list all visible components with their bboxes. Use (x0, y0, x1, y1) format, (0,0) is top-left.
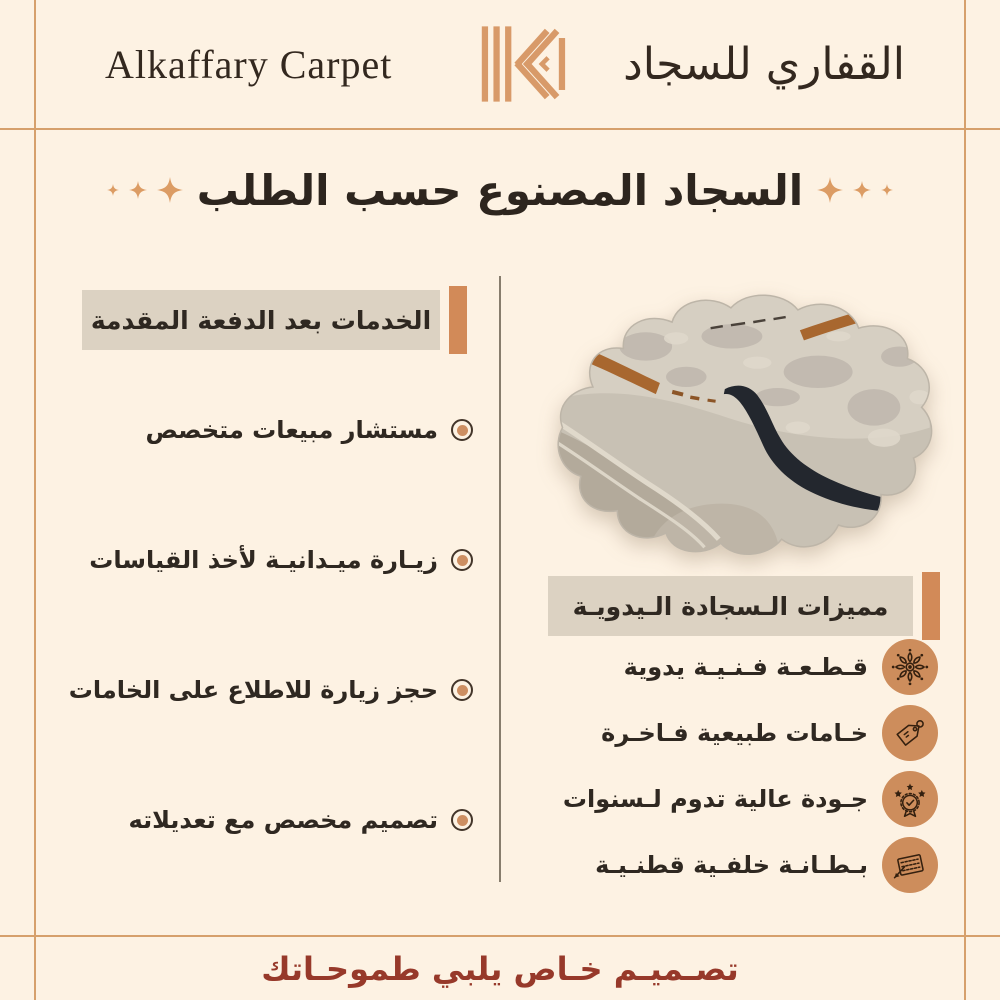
service-label: زيـارة ميـدانيـة لأخذ القياسات (89, 546, 438, 574)
brand-logo-striped-k-icon (477, 21, 569, 107)
four-point-sparkle-icon (129, 181, 147, 199)
list-item (538, 766, 938, 832)
frame-line-bottom (0, 935, 1000, 937)
service-label: تصميم مخصص مع تعديلاته (128, 806, 438, 834)
four-point-sparkle-icon (817, 177, 843, 203)
feature-label: قـطـعـة فـنـيـة يدوية (623, 653, 868, 681)
list-item (538, 832, 938, 898)
list-item (538, 700, 938, 766)
accent-bar (922, 572, 940, 640)
sparkle-decor-right (817, 177, 893, 203)
brand-name-arabic: القفاري للسجاد (623, 38, 905, 90)
stitched-backing-icon (882, 837, 938, 893)
ring-dot-bullet-icon (451, 679, 473, 701)
services-section-heading (82, 286, 467, 354)
features-section-heading (548, 572, 940, 640)
features-list (538, 634, 938, 898)
ring-dot-bullet-icon (451, 419, 473, 441)
page-title: السجاد المصنوع حسب الطلب (196, 165, 804, 215)
ring-dot-bullet-icon (451, 549, 473, 571)
list-item (55, 755, 473, 885)
services-list (55, 365, 473, 885)
feature-label: خـامات طبيعية فـاخـرة (601, 719, 868, 747)
footer (0, 938, 1000, 1000)
mandala-ornament-icon (882, 639, 938, 695)
frame-line-top (0, 128, 1000, 130)
price-tag-icon (882, 705, 938, 761)
column-divider (499, 276, 501, 882)
handmade-rug-photo (524, 274, 950, 566)
feature-label: جـودة عالية تدوم لـسنوات (562, 785, 868, 813)
main-title-row (0, 150, 1000, 230)
list-item (55, 625, 473, 755)
services-heading-label: الخدمات بعد الدفعة المقدمة (82, 290, 440, 350)
four-point-sparkle-icon (107, 184, 119, 196)
list-item (55, 365, 473, 495)
service-label: مستشار مبيعات متخصص (145, 416, 438, 444)
accent-bar (449, 286, 467, 354)
list-item (538, 634, 938, 700)
four-point-sparkle-icon (157, 177, 183, 203)
ring-dot-bullet-icon (451, 809, 473, 831)
header (0, 0, 1000, 128)
brand-name-english: Alkaffary Carpet (105, 41, 393, 87)
features-heading-label: مميزات الـسجادة الـيدويـة (548, 576, 913, 636)
footer-tagline: تصـميـم خـاص يلبي طموحـاتك (261, 950, 739, 988)
four-point-sparkle-icon (853, 181, 871, 199)
feature-label: بـطـانـة خلفـية قطنـيـة (595, 851, 868, 879)
sparkle-decor-left (107, 177, 183, 203)
service-label: حجز زيارة للاطلاع على الخامات (68, 676, 438, 704)
award-medal-stars-icon (882, 771, 938, 827)
four-point-sparkle-icon (881, 184, 893, 196)
list-item (55, 495, 473, 625)
